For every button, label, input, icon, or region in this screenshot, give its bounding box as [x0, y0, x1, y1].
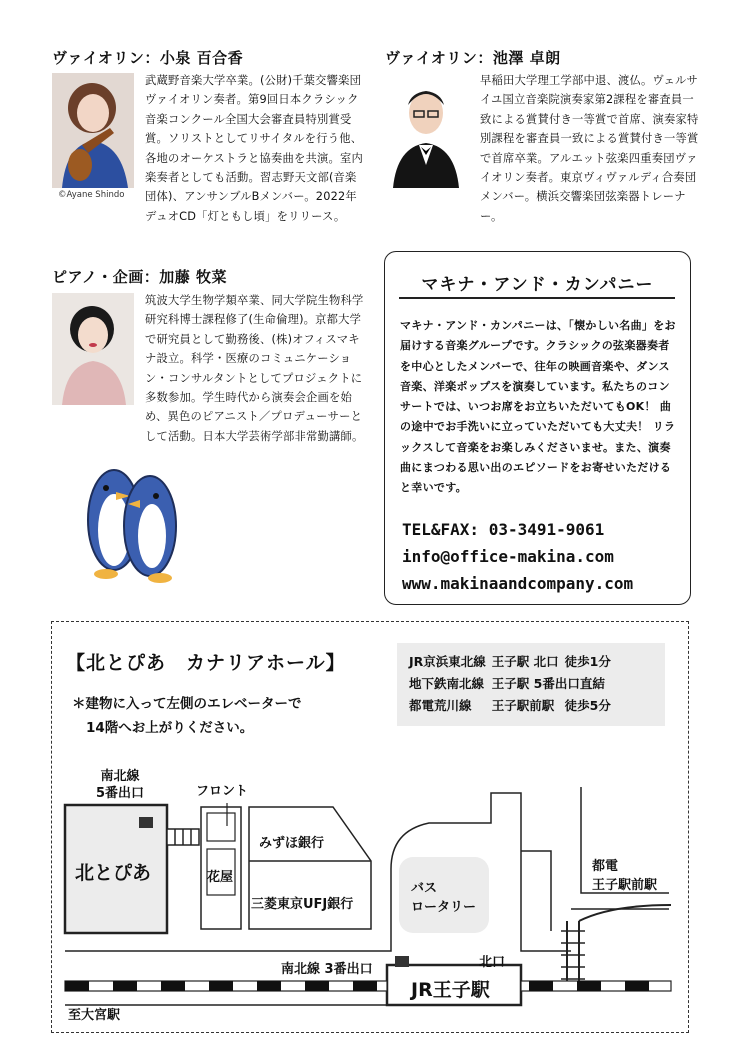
photo-ikezawa [385, 73, 467, 188]
contact-tel: TEL&FAX: 03-3491-9061 [402, 520, 605, 539]
photo-credit: ©Ayane Shindo [58, 190, 125, 200]
venue-name: 【北とぴあ カナリアホール】 [66, 652, 346, 674]
venue-note-line2: 14階へお上がりください。 [86, 720, 254, 736]
map-label-exit3: 南北線 3番出口 [281, 962, 373, 977]
contact-email[interactable]: info@office-makina.com [402, 547, 614, 566]
map-label-mizuho: みずほ銀行 [259, 836, 325, 851]
company-title-underline [399, 297, 675, 299]
penguin-illustration [78, 460, 188, 585]
map-label-to-omiya: 至大宮駅 [68, 1008, 121, 1023]
access-walk: 徒歩5分 [564, 698, 611, 713]
access-line: JR京浜東北線 [409, 654, 486, 669]
bio-kato: 筑波大学生物学類卒業、同大学院生物科学研究科博士課程修了(生命倫理)。京都大学で研究員として勤務後、(株)オフィスマキナ設立。科学・医療のコミュニケーション・コンサルタントとしてプロジェクトに多数参加。学生時代から演奏会企画を始め、異色のピアニスト／プロデューサーとして活動。日本大学芸術学部非常勤講師。 [145, 294, 364, 443]
map-label-front: フロント [196, 784, 249, 799]
access-line: 地下鉄南北線 [409, 676, 485, 691]
venue-note-line1: ＊建物に入って左側のエレベーターで [72, 696, 302, 712]
access-station: 王子駅 北口 [491, 654, 559, 669]
access-station: 王子駅 5番出口直結 [491, 676, 605, 691]
map-label-florist: 花屋 [207, 870, 234, 885]
map-label-bus: バス ロータリー [411, 881, 477, 915]
photo-koizumi [52, 73, 134, 188]
map-label-kitatopia: 北とぴあ [75, 862, 152, 884]
access-walk: 徒歩1分 [564, 654, 611, 669]
member-name-kato: ピアノ・企画：加藤 牧菜 [52, 268, 228, 286]
map-label-toden: 都電 王子駅前駅 [592, 859, 658, 893]
access-station: 王子駅前駅 [491, 698, 555, 713]
company-description: マキナ・アンド・カンパニーは、「懐かしい名曲」をお届けする音楽グループです。クラシックの弦楽器奏者を中心としたメンバーで、往年の映画音楽や、ダンス音楽、洋楽ポップスを演奏しています。私たちのコンサートでは、いつお席をお立ちいただいてもOK！ 曲の途中でお手洗いに立っていただいても大丈夫！ リラックスして音楽をお楽しみくださいませ。また、演奏曲にまつわる思い出のエピソードをお寄せいただけると幸いです。 [400, 319, 676, 495]
map-label-mufg: 三菱東京UFJ銀行 [251, 897, 354, 912]
company-title: マキナ・アンド・カンパニー [421, 275, 654, 295]
contact-web[interactable]: www.makinaandcompany.com [402, 574, 634, 593]
map-label-north-exit: 北口 [479, 955, 506, 970]
contact-block [402, 516, 633, 597]
photo-kato [52, 293, 134, 405]
member-name-ikezawa: ヴァイオリン：池澤 卓朗 [385, 49, 561, 67]
access-line: 都電荒川線 [409, 698, 472, 713]
bio-koizumi: 武蔵野音楽大学卒業。(公財)千葉交響楽団ヴァイオリン奏者。第9回日本クラシック音楽コンクール全国大会審査員特別賞受賞。ソリストとしてリサイタルを行う他、各地のオーケストラと協奏曲を共演。室内楽奏者としても活動。習志野天文部(音楽団体)、アンサンブルBメンバー。2022年デュオCD「灯ともし頃」をリリース。 [145, 74, 363, 223]
map-label-exit5: 南北線 5番出口 [96, 769, 145, 801]
company-box [384, 251, 691, 605]
bio-ikezawa: 早稲田大学理工学部中退、渡仏。ヴェルサイユ国立音楽院演奏家第2課程を審査員一致による賞賛付き一等賞で首席、演奏家特別課程を審査員一致による賞賛付き一等賞で首席卒業。アルエット弦楽四重奏団ヴァイオリン奏者。東京ヴィヴァルディ合奏団 メンバー。横浜交響楽団弦楽器トレーナー。 [480, 74, 708, 223]
member-name-koizumi: ヴァイオリン：小泉 百合香 [52, 49, 244, 67]
map-label-jr-station: JR王子駅 [411, 979, 490, 1001]
